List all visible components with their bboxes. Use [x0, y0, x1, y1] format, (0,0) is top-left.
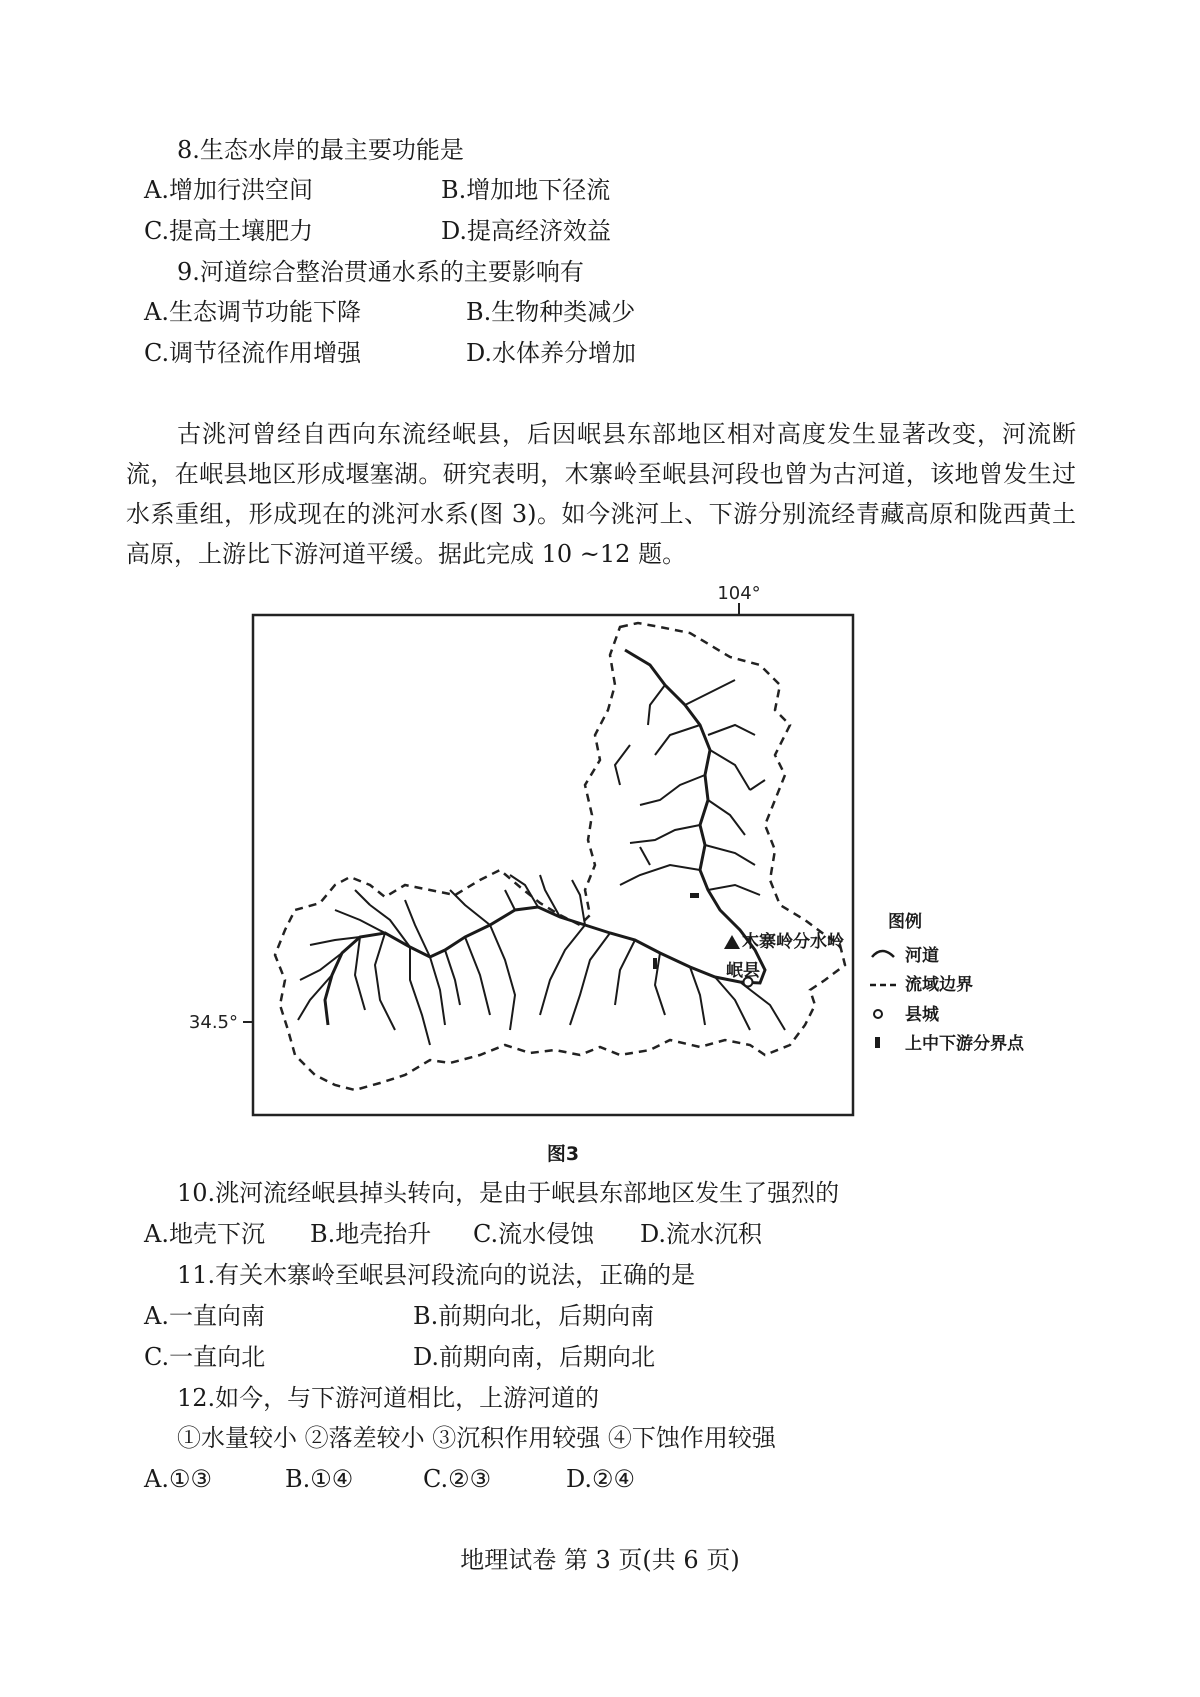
q12-option-d: D.②④ — [566, 1465, 636, 1493]
map-frame — [253, 615, 853, 1115]
q11-option-b: B.前期向北，后期向南 — [413, 1302, 655, 1330]
q12-statements: ①水量较小 ②落差较小 ③沉积作用较强 ④下蚀作用较强 — [177, 1424, 776, 1452]
q10-option-b: B.地壳抬升 — [310, 1220, 432, 1248]
legend-item-division: 上中下游分界点 — [905, 1034, 1024, 1054]
legend-division-icon — [875, 1037, 880, 1048]
q10-stem: 10.洮河流经岷县掉头转向，是由于岷县东部地区发生了强烈的 — [177, 1179, 840, 1207]
q8-stem: 8.生态水岸的最主要功能是 — [177, 136, 464, 164]
q12-option-b: B.①④ — [285, 1465, 354, 1493]
legend-item-county: 县城 — [905, 1005, 939, 1025]
q9-option-a: A.生态调节功能下降 — [144, 298, 361, 326]
q12-option-a: A.①③ — [144, 1465, 212, 1493]
q8-option-c: C.提高土壤肥力 — [144, 217, 314, 245]
legend-title: 图例 — [888, 912, 922, 932]
figure-3-map — [160, 585, 1090, 1175]
figure-caption: 图3 — [546, 1143, 580, 1165]
q10-option-d: D.流水沉积 — [640, 1220, 763, 1248]
q10-option-a: A.地壳下沉 — [144, 1220, 265, 1248]
q10-option-c: C.流水侵蚀 — [473, 1220, 595, 1248]
legend-item-river: 河道 — [905, 946, 939, 966]
latitude-label: 34.5° — [188, 1012, 238, 1033]
main-river — [325, 650, 765, 1025]
q11-option-a: A.一直向南 — [144, 1302, 265, 1330]
legend-county-icon — [874, 1010, 882, 1018]
q11-option-c: C.一直向北 — [144, 1343, 266, 1371]
q8-option-b: B.增加地下径流 — [441, 176, 611, 204]
q9-stem: 9.河道综合整治贯通水系的主要影响有 — [177, 258, 584, 286]
q12-option-c: C.②③ — [423, 1465, 492, 1493]
q8-option-a: A.增加行洪空间 — [144, 176, 313, 204]
q12-stem: 12.如今，与下游河道相比，上游河道的 — [177, 1384, 600, 1412]
tributaries — [298, 680, 785, 1045]
map-legend — [870, 911, 1025, 1054]
q11-stem: 11.有关木寨岭至岷县河段流向的说法，正确的是 — [177, 1261, 696, 1289]
watershed-label: 木寨岭分水岭 — [742, 932, 844, 952]
watershed-triangle-icon — [724, 935, 740, 949]
division-point-marker-upper — [690, 893, 699, 898]
legend-river-icon — [872, 951, 894, 957]
division-point-marker-lower — [653, 958, 657, 969]
longitude-label: 104° — [717, 585, 761, 604]
map-svg — [160, 585, 1090, 1175]
q11-option-d: D.前期向南，后期向北 — [413, 1343, 656, 1371]
q9-option-c: C.调节径流作用增强 — [144, 339, 362, 367]
basin-boundary — [275, 623, 845, 1090]
page-footer: 地理试卷 第 3 页(共 6 页) — [460, 1546, 740, 1574]
legend-item-boundary: 流域边界 — [905, 975, 973, 995]
county-label: 岷县 — [726, 961, 760, 981]
passage-text: 古洮河曾经自西向东流经岷县，后因岷县东部地区相对高度发生显著改变，河流断流，在岷县地区形成堰塞湖。研究表明，木寨岭至岷县河段也曾为古河道，该地曾发生过水系重组，形成现在的洮河水系(图 3)。如今洮河上、下游分别流经青藏高原和陇西黄土高原，上游比下游河道平缓。据此完成 10 ~12 题。 — [126, 420, 1076, 568]
q9-option-b: B.生物种类减少 — [466, 298, 636, 326]
q9-option-d: D.水体养分增加 — [466, 339, 637, 367]
q8-option-d: D.提高经济效益 — [441, 217, 612, 245]
